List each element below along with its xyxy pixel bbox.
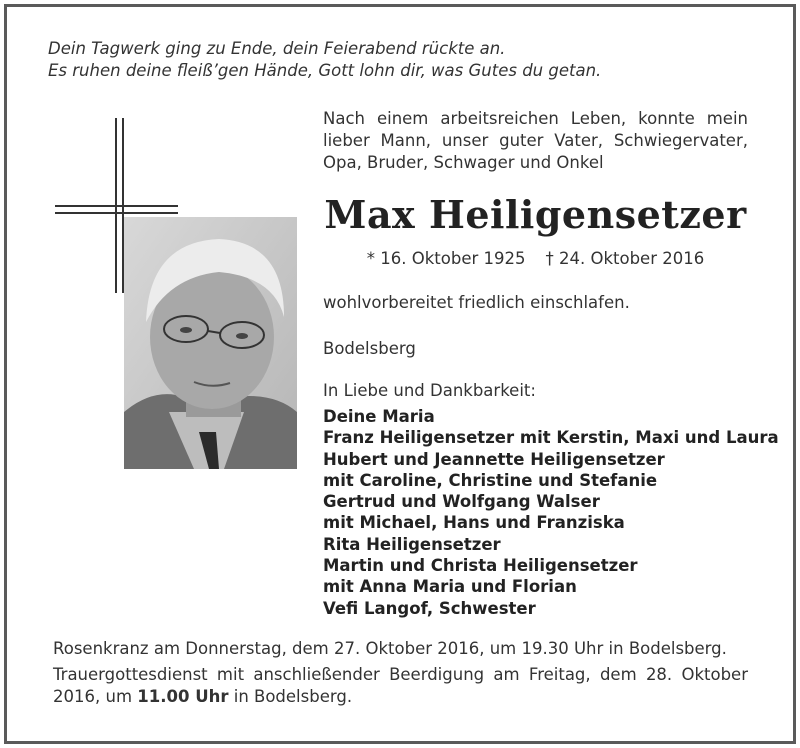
poem-line-1: Dein Tagwerk ging zu Ende, dein Feierabend rückte an. — [48, 39, 506, 58]
funeral-notice — [53, 664, 748, 708]
mourner-item: Deine Maria — [323, 407, 435, 426]
mourner-item: Rita Heiligensetzer — [323, 534, 501, 554]
mourners-intro: In Liebe und Dankbarkeit: — [323, 381, 536, 400]
mourner-item: Vefi Langof, Schwester — [323, 598, 536, 618]
funeral-time: 11.00 Uhr — [137, 687, 229, 706]
intro-line-2: lieber Mann, unser guter Vater, Schwiegervater, — [323, 131, 748, 150]
intro-text — [323, 108, 748, 174]
poem-line-2: Es ruhen deine fleiß’gen Hände, Gott lohn dir, was Gutes du getan. — [48, 61, 602, 80]
mourner-item: Hubert und Jeannette Heiligensetzer — [323, 449, 665, 469]
cross-icon-horizontal-1 — [55, 205, 178, 207]
intro-line-3: Opa, Bruder, Schwager und Onkel — [323, 153, 604, 172]
funeral-location: in Bodelsberg. — [228, 687, 353, 706]
closing-text: wohlvorbereitet friedlich einschlafen. — [323, 293, 630, 312]
cross-icon-horizontal-2 — [55, 212, 178, 214]
mourner-item: mit Anna Maria und Florian — [323, 577, 577, 597]
funeral-date-year: 2016, um — [53, 687, 138, 706]
intro-line-1: Nach einem arbeitsreichen Leben, konnte mein — [323, 109, 748, 128]
birth-date: * 16. Oktober 1925 — [366, 249, 526, 268]
poem — [48, 38, 601, 82]
mourner-item: mit Michael, Hans und Franziska — [323, 513, 625, 533]
deceased-name: Max Heiligensetzer — [324, 192, 747, 237]
portrait-photo — [124, 217, 297, 469]
mourners-list — [323, 406, 779, 619]
mourner-item: mit Caroline, Christine und Stefanie — [323, 470, 658, 490]
death-date: † 24. Oktober 2016 — [545, 249, 705, 268]
funeral-line-1: Trauergottesdienst mit anschließender Beerdigung am Freitag, dem 28. Oktober — [53, 665, 748, 684]
place-name: Bodelsberg — [323, 339, 416, 358]
funeral-line-2 — [53, 686, 748, 708]
mourner-item: Martin und Christa Heiligensetzer — [323, 556, 638, 576]
rosary-notice: Rosenkranz am Donnerstag, dem 27. Oktober 2016, um 19.30 Uhr in Bodelsberg. — [53, 639, 727, 658]
mourner-item: Franz Heiligensetzer mit Kerstin, Maxi und Laura — [323, 428, 779, 448]
life-dates — [323, 249, 748, 268]
mourner-item: Gertrud und Wolfgang Walser — [323, 492, 600, 512]
